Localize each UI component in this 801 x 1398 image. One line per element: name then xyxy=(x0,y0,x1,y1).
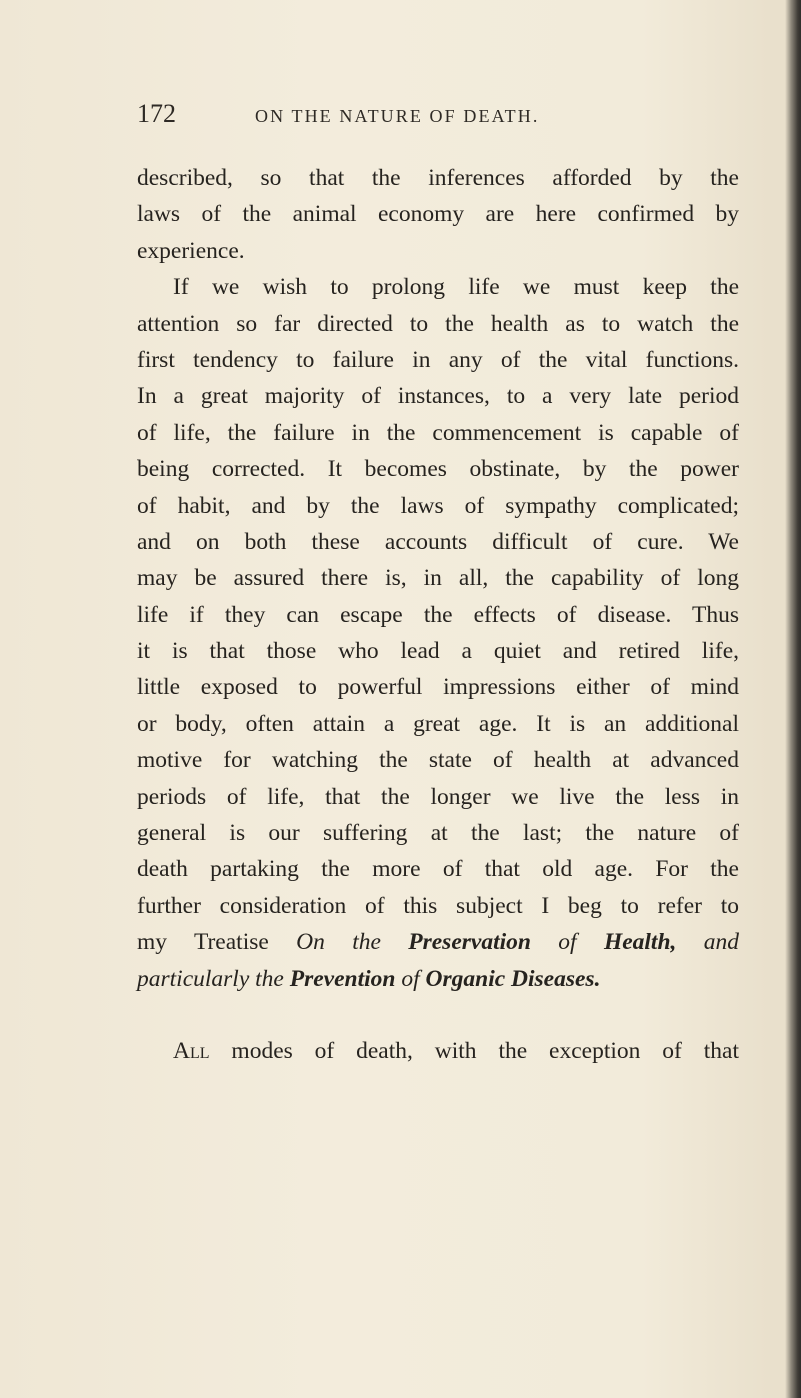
text-line: may be assured there is, in all, the capability of long xyxy=(137,565,739,592)
italic-run: and xyxy=(676,929,739,956)
text-run: my Treatise xyxy=(137,929,297,956)
italic-run: particularly the xyxy=(137,965,290,992)
italic-bold-run: Organic Diseases. xyxy=(425,965,601,992)
page-edge-shadow xyxy=(785,0,801,1398)
text-line: little exposed to powerful impressions either of mind xyxy=(137,674,739,701)
text-line xyxy=(137,1033,739,1069)
italic-bold-run: Preservation xyxy=(408,929,531,956)
text-line: In a great majority of instances, to a very late period xyxy=(137,383,739,410)
text-line: being corrected. It becomes obstinate, by the power xyxy=(137,456,739,483)
text-line xyxy=(137,924,739,960)
text-line: it is that those who lead a quiet and retired life, xyxy=(137,638,739,665)
text-line xyxy=(137,961,739,997)
running-title: ON THE NATURE OF DEATH. xyxy=(255,106,540,126)
text-line: further consideration of this subject I beg to refer to xyxy=(137,892,739,919)
text-line: death partaking the more of that old age. For the xyxy=(137,856,739,883)
page-number: 172 xyxy=(137,99,176,128)
text-line: periods of life, that the longer we live the less in xyxy=(137,783,739,810)
text-line: first tendency to failure in any of the vital functions. xyxy=(137,346,739,373)
text-run: modes of death, with the exception of that xyxy=(209,1037,739,1064)
text-line: life if they can escape the effects of disease. Thus xyxy=(137,601,739,628)
text-line: If we wish to prolong life we must keep the xyxy=(173,274,739,301)
italic-run: of xyxy=(530,929,604,956)
text-line: of life, the failure in the commencement is capable of xyxy=(137,419,739,446)
text-line: attention so far directed to the health as to watch the xyxy=(137,310,739,337)
text-line: experience. xyxy=(137,237,245,264)
small-caps-word: All xyxy=(173,1037,210,1064)
text-line: or body, often attain a great age. It is an additional xyxy=(137,710,739,737)
body-text xyxy=(137,160,739,1069)
text-line: motive for watching the state of health at advanced xyxy=(137,747,739,774)
text-line: general is our suffering at the last; the nature of xyxy=(137,820,739,847)
text-line: laws of the animal economy are here confirmed by xyxy=(137,201,739,228)
italic-bold-run: Prevention xyxy=(289,965,396,992)
italic-run: of xyxy=(395,965,426,992)
paragraph-gap xyxy=(137,997,739,1033)
italic-bold-run: Health, xyxy=(603,929,677,956)
italic-run: On the xyxy=(296,929,409,956)
text-line: of habit, and by the laws of sympathy complicated; xyxy=(137,492,739,519)
running-head xyxy=(137,99,737,133)
text-line: and on both these accounts difficult of cure. We xyxy=(137,528,739,555)
text-line: described, so that the inferences afforded by the xyxy=(137,165,739,191)
